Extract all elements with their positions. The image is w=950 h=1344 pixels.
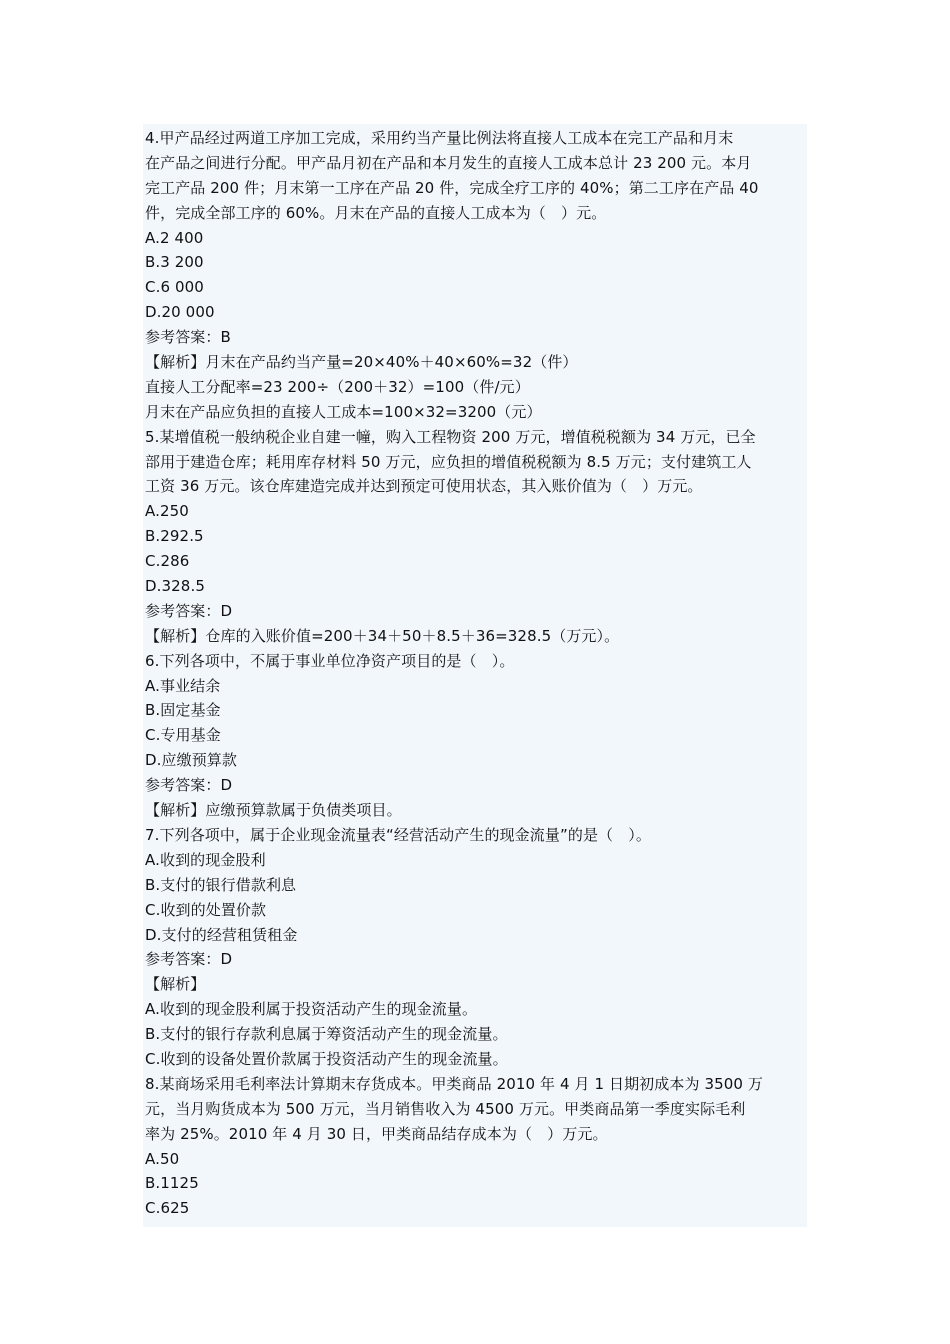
- q4-option-b: B.3 200: [145, 253, 204, 272]
- q7-option-d: D.支付的经营租赁租金: [145, 925, 298, 944]
- q4-option-c: C.6 000: [145, 278, 204, 297]
- q4-answer: 参考答案：B: [145, 328, 231, 347]
- q5-stem-line-1: 5.某增值税一般纳税企业自建一幢，购入工程物资 200 万元，增值税税额为 34 万元，已全: [145, 427, 756, 446]
- q7-analysis-line-a: A.收到的现金股利属于投资活动产生的现金流量。: [145, 1000, 478, 1019]
- q6-option-c: C.专用基金: [145, 726, 221, 745]
- q7-analysis-heading: 【解析】: [145, 975, 206, 994]
- q8-option-b: B.1125: [145, 1174, 199, 1193]
- q7-stem: 7.下列各项中，属于企业现金流量表“经营活动产生的现金流量”的是（ ）。: [145, 825, 651, 844]
- q6-option-a: A.事业结余: [145, 676, 221, 695]
- q4-option-a: A.2 400: [145, 228, 204, 247]
- q5-stem-line-3: 工资 36 万元。该仓库建造完成并达到预定可使用状态，其入账价值为（ ）万元。: [145, 477, 703, 496]
- q5-stem-line-2: 部用于建造仓库；耗用库存材料 50 万元，应负担的增值税税额为 8.5 万元；支付建筑工人: [145, 452, 752, 471]
- q4-analysis-line-3: 月末在产品应负担的直接人工成本=100×32=3200（元）: [145, 402, 542, 421]
- q6-analysis: 【解析】应缴预算款属于负债类项目。: [145, 801, 402, 820]
- q6-answer: 参考答案：D: [145, 776, 233, 795]
- q4-stem-line-3: 完工产品 200 件；月末第一工序在产品 20 件，完成全疗工序的 40%；第二工序在产品 40: [145, 178, 759, 197]
- q4-analysis-line-1: 【解析】月末在产品约当产量=20×40%＋40×60%=32（件）: [145, 353, 578, 372]
- q5-option-c: C.286: [145, 552, 190, 571]
- q5-option-d: D.328.5: [145, 577, 205, 596]
- q8-option-a: A.50: [145, 1149, 180, 1168]
- q5-answer: 参考答案：D: [145, 601, 233, 620]
- q7-option-c: C.收到的处置价款: [145, 900, 267, 919]
- q8-option-c: C.625: [145, 1199, 190, 1218]
- q7-analysis-line-c: C.收到的设备处置价款属于投资活动产生的现金流量。: [145, 1049, 508, 1068]
- q5-option-b: B.292.5: [145, 527, 204, 546]
- q4-analysis-line-2: 直接人工分配率=23 200÷（200＋32）=100（件/元）: [145, 377, 530, 396]
- q6-stem: 6.下列各项中，不属于事业单位净资产项目的是（ ）。: [145, 651, 515, 670]
- exam-content: [143, 124, 807, 1227]
- q7-analysis-line-b: B.支付的银行存款利息属于筹资活动产生的现金流量。: [145, 1025, 508, 1044]
- q4-stem-line-2: 在产品之间进行分配。甲产品月初在产品和本月发生的直接人工成本总计 23 200 元。本月: [145, 153, 752, 172]
- q6-option-d: D.应缴预算款: [145, 751, 238, 770]
- q4-option-d: D.20 000: [145, 303, 215, 322]
- q8-stem-line-3: 率为 25%。2010 年 4 月 30 日，甲类商品结存成本为（ ）万元。: [145, 1124, 608, 1143]
- q5-analysis: 【解析】仓库的入账价值=200＋34＋50＋8.5＋36=328.5（万元）。: [145, 626, 620, 645]
- q7-option-b: B.支付的银行借款利息: [145, 875, 297, 894]
- q8-stem-line-1: 8.某商场采用毛利率法计算期末存货成本。甲类商品 2010 年 4 月 1 日期初成本为 3500 万: [145, 1074, 763, 1093]
- q4-stem-line-1: 4.甲产品经过两道工序加工完成，采用约当产量比例法将直接人工成本在完工产品和月末: [145, 129, 734, 147]
- q6-option-b: B.固定基金: [145, 701, 221, 720]
- q4-stem-line-4: 件，完成全部工序的 60%。月末在产品的直接人工成本为（ ）元。: [145, 203, 607, 222]
- q7-option-a: A.收到的现金股利: [145, 850, 266, 869]
- q8-stem-line-2: 元，当月购货成本为 500 万元，当月销售收入为 4500 万元。甲类商品第一季度实际毛利: [145, 1099, 746, 1118]
- q7-answer: 参考答案：D: [145, 950, 233, 969]
- q5-option-a: A.250: [145, 502, 189, 521]
